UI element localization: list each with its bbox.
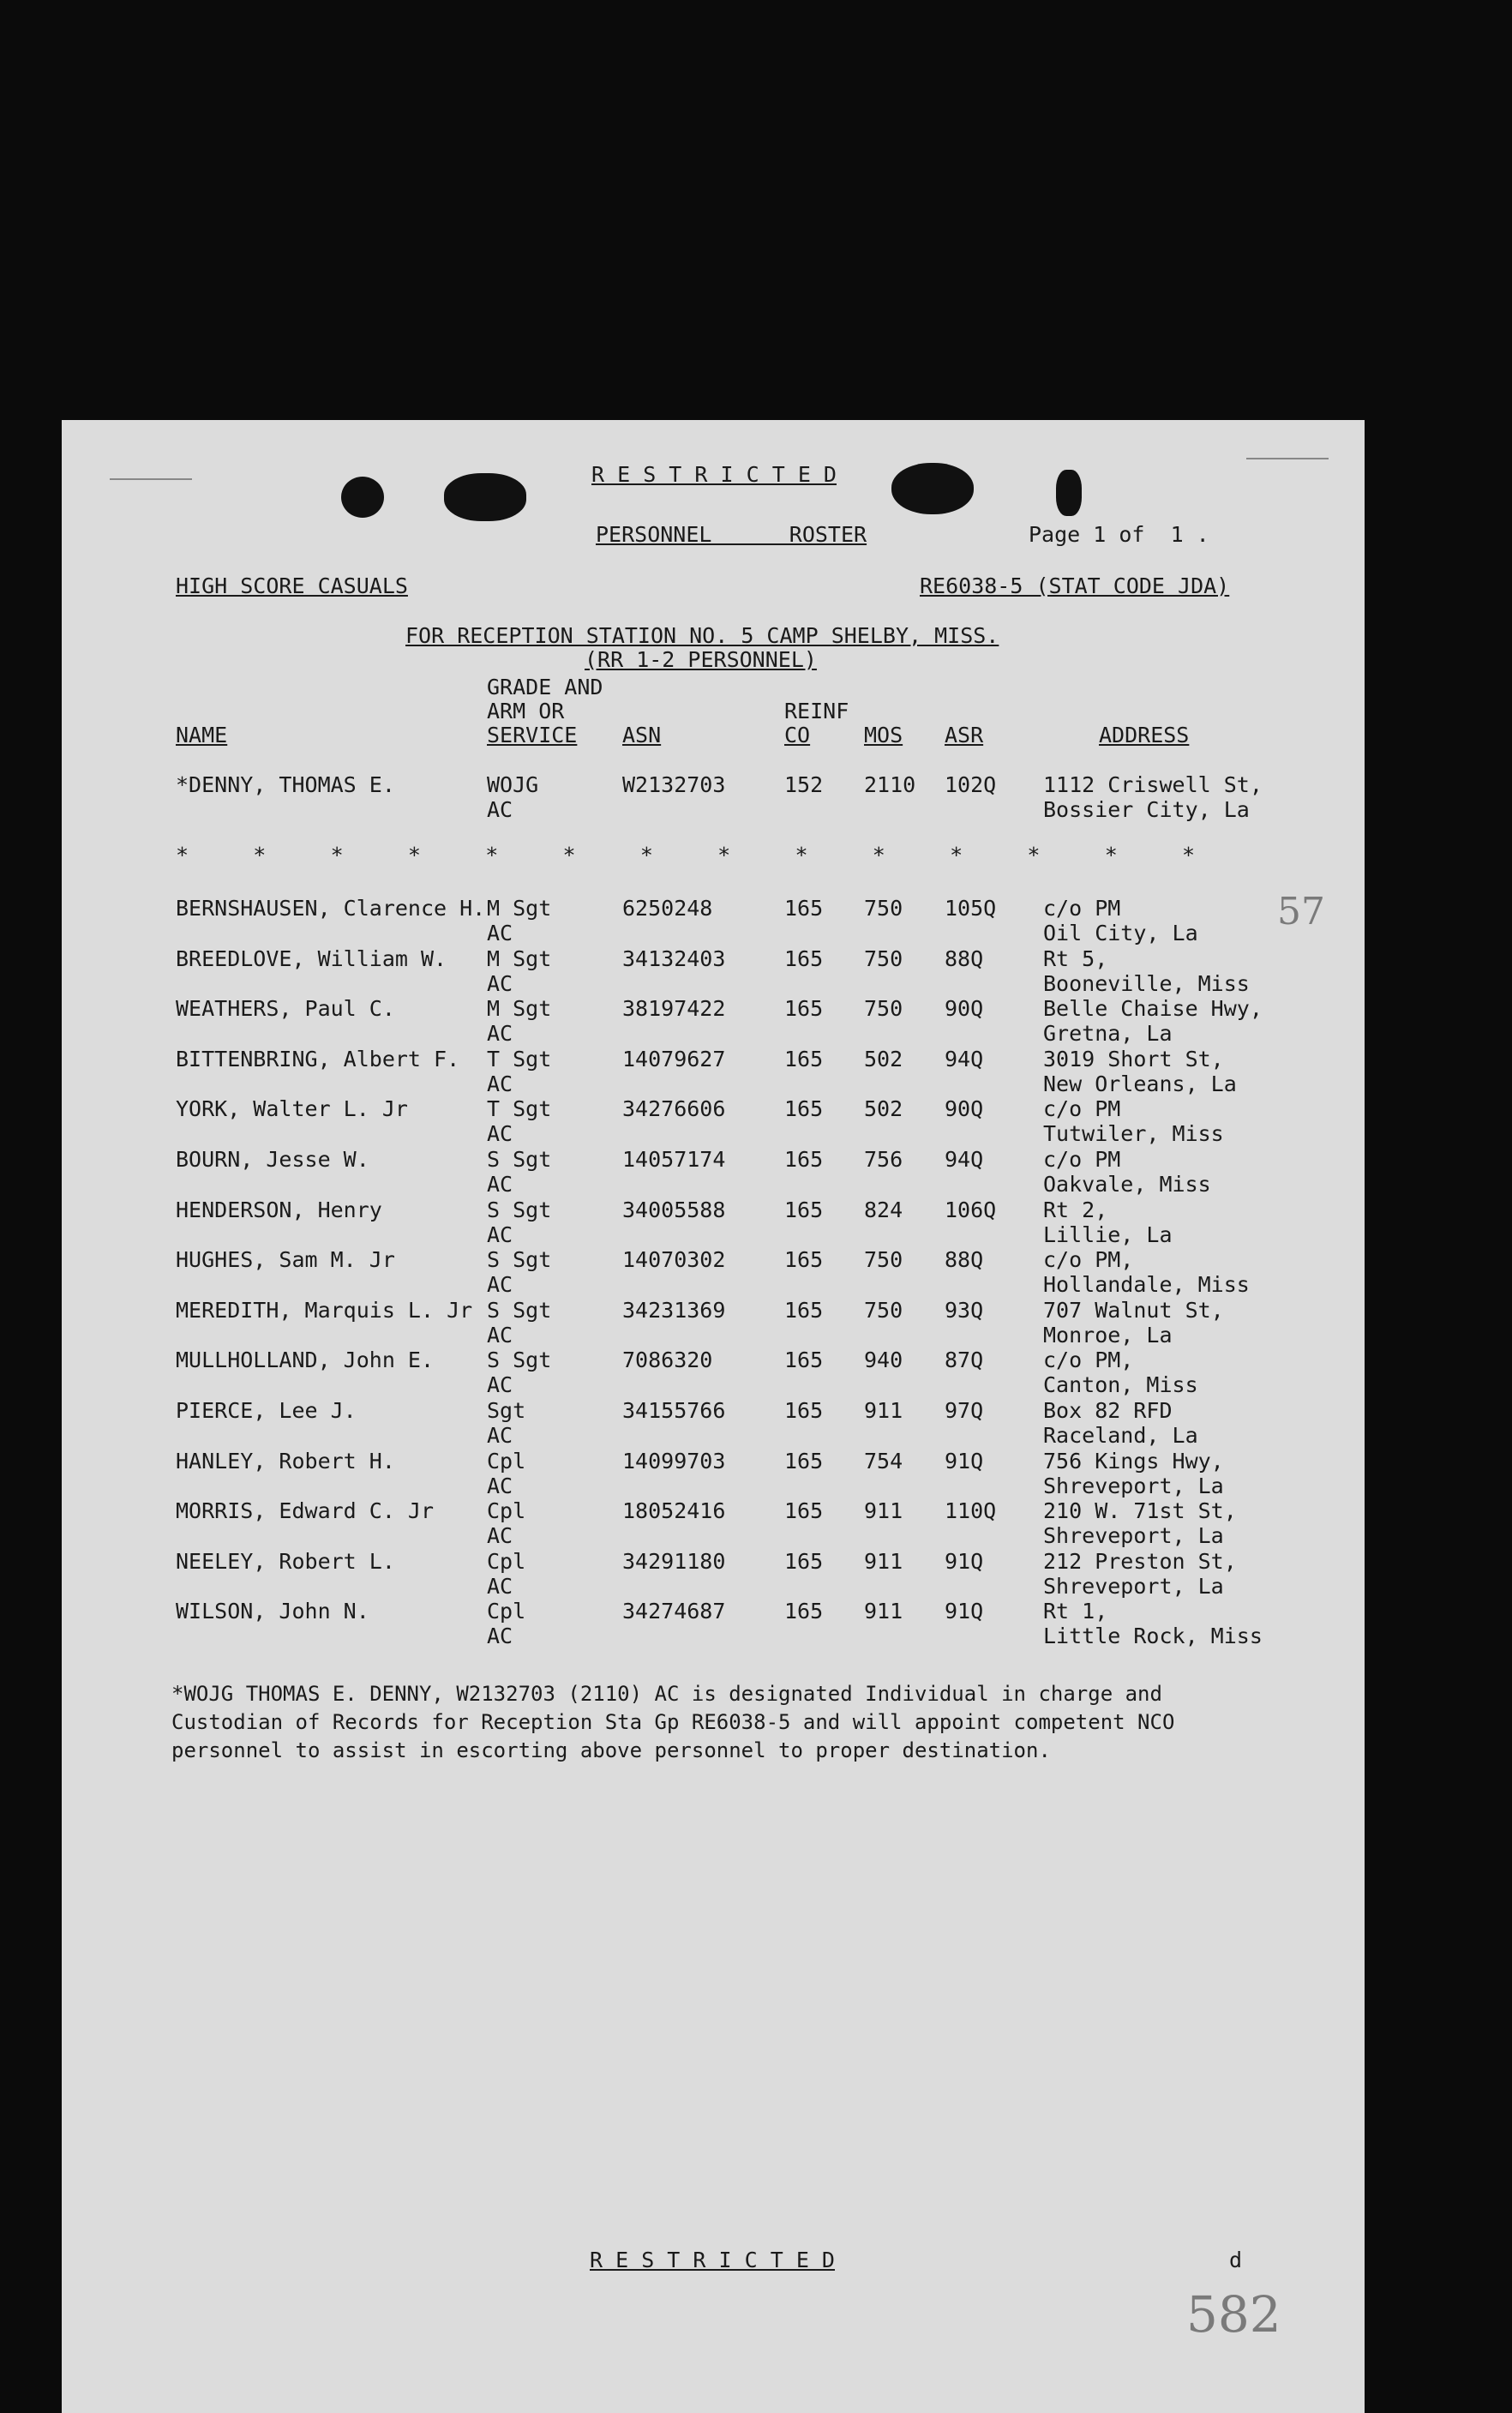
table-row [62,1550,1365,1600]
cell-addr1: Rt 1, [1043,1599,1108,1624]
cell-arm: AC [487,1322,513,1348]
cell-name: NEELEY, Robert L. [176,1548,395,1574]
handwritten-margin-number: 57 [1277,890,1325,933]
leader-name: *DENNY, THOMAS E. [176,772,395,797]
cell-grade: Cpl [487,1448,526,1474]
cell-grade: M Sgt [487,896,552,921]
cell-addr1: Belle Chaise Hwy, [1043,996,1263,1022]
cell-co: 165 [784,1348,824,1373]
cell-asn: 14070302 [622,1247,726,1273]
cell-asr: 93Q [945,1297,984,1323]
cell-addr1: c/o PM [1043,1096,1121,1122]
cell-asr: 91Q [945,1548,984,1574]
cell-co: 165 [784,1197,824,1222]
ink-blot [444,473,526,521]
separator-stars: * * * * * * * * * * * * * * [176,843,1196,867]
cell-grade: T Sgt [487,1096,552,1122]
cell-asr: 87Q [945,1348,984,1373]
leader-mos: 2110 [864,772,916,797]
cell-grade: M Sgt [487,945,552,971]
cell-asn: 18052416 [622,1498,726,1524]
leader-grade: WOJG [487,772,539,797]
page-indicator: Page 1 of 1 . [1029,522,1209,547]
table-row [62,1450,1365,1499]
cell-grade: S Sgt [487,1147,552,1172]
cell-asr: 94Q [945,1046,984,1071]
table-row [62,1299,1365,1348]
cell-asn: 14057174 [622,1147,726,1172]
cell-arm: AC [487,970,513,996]
cell-addr1: c/o PM [1043,896,1121,921]
handwritten-page-number: 582 [1186,2285,1281,2344]
cell-asn: 34274687 [622,1599,726,1624]
cell-co: 165 [784,1448,824,1474]
table-row [62,1047,1365,1097]
cell-addr1: 756 Kings Hwy, [1043,1448,1224,1474]
cell-addr2: Shreveport, La [1043,1573,1224,1599]
cell-arm: AC [487,1222,513,1247]
cell-asn: 38197422 [622,996,726,1022]
leader-row [62,773,1365,823]
column-name: NAME [176,723,228,747]
cell-asn: 14079627 [622,1046,726,1071]
cell-grade: Sgt [487,1398,526,1423]
cell-grade: Cpl [487,1599,526,1624]
ink-blot [891,463,974,514]
cell-asr: 91Q [945,1448,984,1474]
cell-asr: 90Q [945,1096,984,1122]
cell-co: 165 [784,1096,824,1122]
cell-arm: AC [487,1573,513,1599]
cell-asr: 90Q [945,996,984,1022]
cell-name: BREEDLOVE, William W. [176,945,447,971]
cell-arm: AC [487,1523,513,1549]
ink-blot [1056,470,1082,516]
footnote-line-1: *WOJG THOMAS E. DENNY, W2132703 (2110) AC is designated Individual in charge and [171,1682,1162,1706]
leader-arm: AC [487,797,513,822]
cell-co: 165 [784,1548,824,1574]
cell-name: HENDERSON, Henry [176,1197,382,1222]
cell-addr2: Oil City, La [1043,921,1198,945]
cell-asn: 34231369 [622,1297,726,1323]
cell-addr2: Little Rock, Miss [1043,1624,1263,1649]
table-row [62,1499,1365,1549]
cell-mos: 911 [864,1548,903,1574]
edge-mark [1246,458,1329,459]
table-row [62,1248,1365,1298]
cell-name: HANLEY, Robert H. [176,1448,395,1474]
cell-name: MULLHOLLAND, John E. [176,1348,435,1373]
cell-asn: 7086320 [622,1348,713,1373]
stat-code: RE6038-5 (STAT CODE JDA) [920,573,1230,598]
cell-grade: S Sgt [487,1297,552,1323]
cell-name: BERNSHAUSEN, Clarence H. [176,896,486,921]
table-row [62,1399,1365,1449]
table-row [62,1348,1365,1398]
cell-co: 165 [784,1398,824,1423]
cell-addr1: 212 Preston St, [1043,1548,1237,1574]
cell-asr: 88Q [945,1247,984,1273]
footnote-line-2: Custodian of Records for Reception Sta Gp RE6038-5 and will appoint competent NCO [171,1710,1175,1734]
cell-asr: 94Q [945,1147,984,1172]
cell-asn: 34276606 [622,1096,726,1122]
cell-name: MEREDITH, Marquis L. Jr [176,1297,473,1323]
cell-mos: 754 [864,1448,903,1474]
leader-asn: W2132703 [622,772,726,797]
cell-co: 165 [784,1046,824,1071]
cell-asn: 34005588 [622,1197,726,1222]
column-grade-3: SERVICE [487,723,578,747]
cell-arm: AC [487,1272,513,1298]
cell-mos: 911 [864,1398,903,1423]
cell-mos: 750 [864,996,903,1022]
cell-asr: 105Q [945,896,997,921]
cell-asr: 88Q [945,945,984,971]
column-grade-1: GRADE AND [487,675,603,699]
cell-asr: 97Q [945,1398,984,1423]
cell-arm: AC [487,1121,513,1147]
cell-co: 165 [784,1147,824,1172]
leader-address-2: Bossier City, La [1043,797,1250,822]
cell-mos: 750 [864,896,903,921]
cell-addr1: Box 82 RFD [1043,1398,1173,1423]
cell-mos: 502 [864,1096,903,1122]
cell-arm: AC [487,1172,513,1197]
cell-name: PIERCE, Lee J. [176,1398,357,1423]
cell-asn: 34155766 [622,1398,726,1423]
cell-name: WILSON, John N. [176,1599,369,1624]
cell-asn: 34132403 [622,945,726,971]
cell-addr1: 210 W. 71st St, [1043,1498,1237,1524]
cell-mos: 750 [864,1247,903,1273]
column-reinf-1: REINF [784,699,849,723]
cell-asn: 6250248 [622,896,713,921]
cell-name: YORK, Walter L. Jr [176,1096,408,1122]
cell-addr2: Oakvale, Miss [1043,1172,1211,1197]
column-asr: ASR [945,723,984,747]
cell-name: WEATHERS, Paul C. [176,996,395,1022]
cell-co: 165 [784,945,824,971]
cell-grade: M Sgt [487,996,552,1022]
leader-co: 152 [784,772,824,797]
table-row [62,1148,1365,1197]
classification-header: R E S T R I C T E D [591,462,837,487]
cell-addr2: Lillie, La [1043,1222,1173,1247]
cell-asn: 34291180 [622,1548,726,1574]
cell-addr1: c/o PM, [1043,1247,1134,1273]
column-reinf-2: CO [784,723,811,747]
cell-addr2: Shreveport, La [1043,1523,1224,1549]
cell-grade: T Sgt [487,1046,552,1071]
cell-name: BOURN, Jesse W. [176,1147,369,1172]
cell-name: BITTENBRING, Albert F. [176,1046,460,1071]
cell-co: 165 [784,996,824,1022]
cell-addr2: Booneville, Miss [1043,970,1250,996]
table-row [62,890,1365,946]
cell-addr1: 707 Walnut St, [1043,1297,1224,1323]
table-row [62,947,1365,997]
cell-mos: 756 [864,1147,903,1172]
cell-co: 165 [784,1498,824,1524]
station-subtitle: (RR 1-2 PERSONNEL) [585,647,817,672]
cell-addr2: Canton, Miss [1043,1372,1198,1398]
cell-asn: 14099703 [622,1448,726,1474]
table-row [62,1097,1365,1147]
cell-arm: AC [487,1423,513,1448]
table-row [62,1198,1365,1248]
cell-co: 165 [784,896,824,921]
cell-addr1: Rt 2, [1043,1197,1108,1222]
cell-arm: AC [487,1021,513,1047]
cell-mos: 750 [864,1297,903,1323]
cell-asr: 110Q [945,1498,997,1524]
cell-grade: Cpl [487,1548,526,1574]
cell-addr2: Raceland, La [1043,1423,1198,1448]
cell-mos: 502 [864,1046,903,1071]
cell-addr2: New Orleans, La [1043,1071,1237,1096]
cell-grade: Cpl [487,1498,526,1524]
cell-mos: 824 [864,1197,903,1222]
cell-addr2: Shreveport, La [1043,1473,1224,1498]
cell-grade: S Sgt [487,1197,552,1222]
cell-arm: AC [487,1624,513,1649]
cell-arm: AC [487,921,513,945]
cell-addr2: Tutwiler, Miss [1043,1121,1224,1147]
cell-mos: 940 [864,1348,903,1373]
cell-addr2: Gretna, La [1043,1021,1173,1047]
cell-grade: S Sgt [487,1348,552,1373]
edge-mark [110,478,192,480]
cell-addr2: Hollandale, Miss [1043,1272,1250,1298]
footnote-line-3: personnel to assist in escorting above personnel to proper destination. [171,1738,1051,1762]
punch-hole [341,477,384,518]
cell-co: 165 [784,1599,824,1624]
station-title: FOR RECEPTION STATION NO. 5 CAMP SHELBY, MISS. [405,623,999,648]
column-address: ADDRESS [1099,723,1190,747]
column-grade-2: ARM OR [487,699,565,723]
table-row [62,1600,1365,1649]
cell-asr: 106Q [945,1197,997,1222]
group-label: HIGH SCORE CASUALS [176,573,408,598]
document-sheet [62,420,1365,2413]
leader-asr: 102Q [945,772,997,797]
cell-name: MORRIS, Edward C. Jr [176,1498,435,1524]
cell-addr1: c/o PM, [1043,1348,1134,1373]
cell-addr1: 3019 Short St, [1043,1046,1224,1071]
column-asn: ASN [622,723,662,747]
cell-mos: 750 [864,945,903,971]
cell-grade: S Sgt [487,1247,552,1273]
cell-addr2: Monroe, La [1043,1322,1173,1348]
cell-addr1: c/o PM [1043,1147,1121,1172]
column-mos: MOS [864,723,903,747]
document-title: PERSONNEL ROSTER [596,522,867,547]
footer-mark: d [1229,2248,1243,2272]
cell-co: 165 [784,1297,824,1323]
cell-co: 165 [784,1247,824,1273]
classification-footer: R E S T R I C T E D [590,2248,835,2272]
cell-addr1: Rt 5, [1043,945,1108,971]
cell-arm: AC [487,1071,513,1096]
leader-address-1: 1112 Criswell St, [1043,772,1263,797]
cell-arm: AC [487,1372,513,1398]
cell-mos: 911 [864,1498,903,1524]
cell-name: HUGHES, Sam M. Jr [176,1247,395,1273]
cell-arm: AC [487,1473,513,1498]
cell-asr: 91Q [945,1599,984,1624]
table-row [62,997,1365,1047]
cell-mos: 911 [864,1599,903,1624]
